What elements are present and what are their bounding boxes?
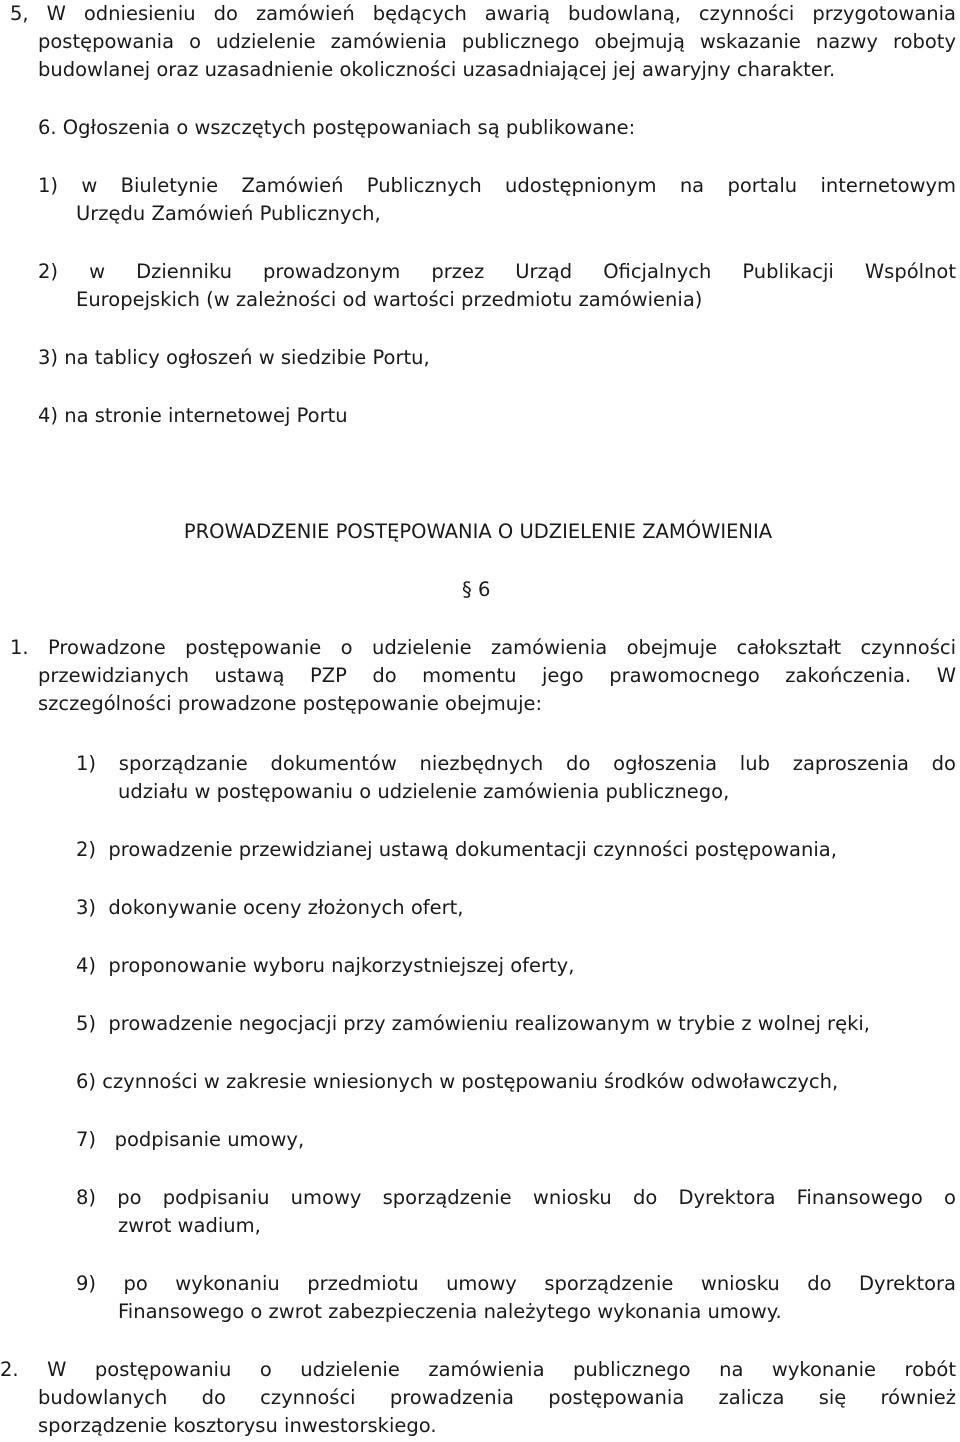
list-item-text: dokonywanie oceny złożonych ofert,	[108, 896, 464, 919]
list-item: 4) na stronie internetowej Portu	[38, 404, 348, 427]
list-item-text: zwrot wadium,	[118, 1214, 261, 1237]
section-point-2	[0, 1356, 956, 1440]
list-item-number: 1)	[76, 752, 97, 775]
paragraph-5-line: budowlanej oraz uzasadnienie okoliczności uzasadniającej jej awaryjny charakter.	[38, 58, 836, 81]
list-item-number: 4)	[76, 954, 97, 977]
paragraph-5-line: 5, W odniesieniu do zamówień będących awarią budowlaną, czynności przygotowania	[10, 2, 956, 25]
paragraph-6: 6. Ogłoszenia o wszczętych postępowaniach są publikowane:	[38, 116, 636, 139]
list-item-number: 5)	[76, 1012, 97, 1035]
list-item-text: sporządzanie dokumentów niezbędnych do ogłoszenia lub zaproszenia do	[118, 752, 956, 775]
list-item-number: 2)	[76, 838, 97, 861]
section-point-1	[10, 634, 956, 718]
list-item	[38, 172, 956, 228]
section-point-line: sporządzenie kosztorysu inwestorskiego.	[38, 1414, 437, 1437]
list-item: 3) na tablicy ogłoszeń w siedzibie Portu,	[38, 346, 430, 369]
list-item-text: w Dzienniku prowadzonym przez Urząd Oficjalnych Publikacji Wspólnot	[89, 260, 956, 283]
list-item-line: Europejskich (w zależności od wartości przedmiotu zamówienia)	[76, 288, 703, 311]
list-item-number: 1)	[38, 174, 59, 197]
list-item-text: proponowanie wyboru najkorzystniejszej oferty,	[108, 954, 575, 977]
section-point-line: budowlanych do czynności prowadzenia postępowania zalicza się również	[38, 1386, 956, 1409]
section-heading: PROWADZENIE POSTĘPOWANIA O UDZIELENIE ZAMÓWIENIA	[183, 520, 773, 543]
section-point-line: 2. W postępowaniu o udzielenie zamówienia publicznego na wykonanie robót	[0, 1358, 956, 1381]
list-item-number: 7)	[76, 1128, 97, 1151]
list-item-text: prowadzenie negocjacji przy zamówieniu realizowanym w trybie z wolnej ręki,	[108, 1012, 870, 1035]
list-item	[76, 1184, 956, 1240]
list-item-text: podpisanie umowy,	[114, 1128, 305, 1151]
list-item-line	[38, 258, 956, 286]
paragraph-5	[10, 0, 956, 84]
list-item-number: 9)	[76, 1272, 97, 1295]
list-item	[76, 894, 463, 922]
list-item-text: po wykonaniu przedmiotu umowy sporządzenie wniosku do Dyrektora	[123, 1272, 956, 1295]
list-item	[76, 952, 574, 980]
section-point-line: 1. Prowadzone postępowanie o udzielenie zamówienia obejmuje całokształt czynności	[10, 636, 956, 659]
section-symbol: § 6	[462, 578, 491, 601]
list-item-number: 2)	[38, 260, 59, 283]
list-item-text: Finansowego o zwrot zabezpieczenia należytego wykonania umowy.	[118, 1300, 782, 1323]
list-item-text: w Biuletynie Zamówień Publicznych udostępnionym na portalu internetowym	[81, 174, 956, 197]
list-item-text: po podpisaniu umowy sporządzenie wniosku do Dyrektora Finansowego o	[117, 1186, 956, 1209]
list-item-text: czynności w zakresie wniesionych w postępowaniu środków odwoławczych,	[102, 1070, 839, 1093]
list-item-number: 6)	[76, 1070, 97, 1093]
section-point-line: szczególności prowadzone postępowanie obejmuje:	[38, 692, 543, 715]
list-item	[38, 258, 956, 314]
paragraph-5-line: postępowania o udzielenie zamówienia publicznego obejmują wskazanie nazwy roboty	[38, 30, 956, 53]
list-item	[76, 750, 956, 806]
list-item-number: 3)	[76, 896, 97, 919]
list-item	[76, 1010, 870, 1038]
list-item-line: Urzędu Zamówień Publicznych,	[76, 202, 381, 225]
list-item	[76, 1126, 304, 1154]
list-item-line	[38, 172, 956, 200]
list-item-text: udziału w postępowaniu o udzielenie zamówienia publicznego,	[118, 780, 730, 803]
list-item	[76, 1068, 838, 1096]
list-item	[76, 1270, 956, 1326]
list-item	[76, 836, 837, 864]
list-item-number: 8)	[76, 1186, 97, 1209]
list-item-text: prowadzenie przewidzianej ustawą dokumentacji czynności postępowania,	[108, 838, 837, 861]
section-point-line: przewidzianych ustawą PZP do momentu jego prawomocnego zakończenia. W	[38, 664, 956, 687]
